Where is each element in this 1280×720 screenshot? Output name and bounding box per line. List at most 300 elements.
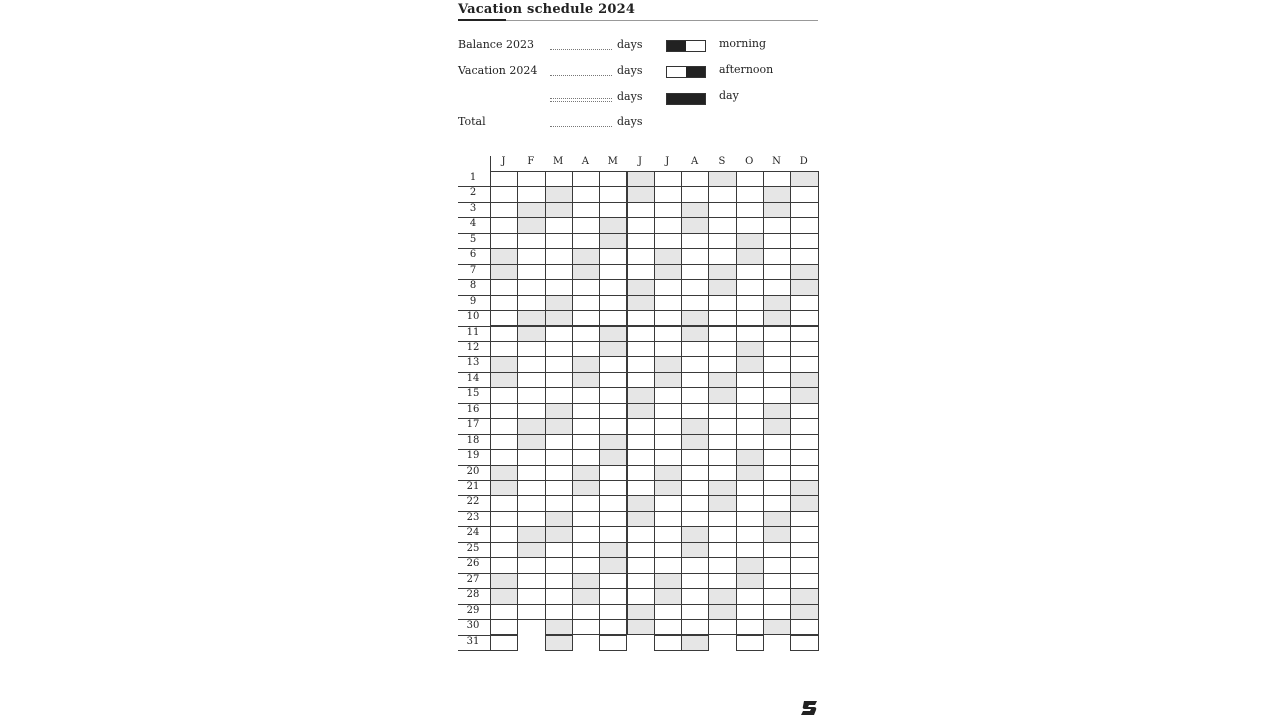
day-cell[interactable]: [708, 264, 736, 280]
day-cell[interactable]: [599, 403, 627, 419]
day-cell[interactable]: [736, 310, 764, 326]
day-cell[interactable]: [572, 233, 600, 249]
day-cell[interactable]: [490, 372, 518, 388]
day-cell[interactable]: [708, 588, 736, 604]
day-cell[interactable]: [599, 542, 627, 558]
day-cell[interactable]: [763, 495, 791, 511]
day-cell[interactable]: [654, 418, 682, 434]
day-cell[interactable]: [490, 573, 518, 589]
day-cell[interactable]: [572, 387, 600, 403]
day-cell[interactable]: [708, 171, 736, 187]
day-cell[interactable]: [517, 171, 545, 187]
day-cell[interactable]: [763, 387, 791, 403]
day-cell[interactable]: [763, 604, 791, 620]
day-cell[interactable]: [681, 264, 709, 280]
day-cell[interactable]: [681, 557, 709, 573]
day-cell[interactable]: [599, 495, 627, 511]
day-cell[interactable]: [790, 326, 818, 342]
day-cell[interactable]: [790, 557, 818, 573]
day-cell[interactable]: [490, 295, 518, 311]
day-cell[interactable]: [654, 495, 682, 511]
day-cell[interactable]: [599, 186, 627, 202]
day-cell[interactable]: [708, 480, 736, 496]
day-cell[interactable]: [572, 341, 600, 357]
day-cell[interactable]: [627, 372, 655, 388]
day-cell[interactable]: [736, 465, 764, 481]
day-cell[interactable]: [736, 573, 764, 589]
day-cell[interactable]: [517, 542, 545, 558]
day-cell[interactable]: [599, 248, 627, 264]
day-cell[interactable]: [681, 217, 709, 233]
day-cell[interactable]: [654, 619, 682, 635]
day-cell[interactable]: [790, 279, 818, 295]
day-cell[interactable]: [572, 217, 600, 233]
day-cell[interactable]: [517, 403, 545, 419]
day-cell[interactable]: [572, 573, 600, 589]
day-cell[interactable]: [681, 542, 709, 558]
day-cell[interactable]: [790, 588, 818, 604]
day-cell[interactable]: [681, 588, 709, 604]
day-cell[interactable]: [572, 279, 600, 295]
day-cell[interactable]: [736, 217, 764, 233]
day-cell[interactable]: [517, 573, 545, 589]
day-cell[interactable]: [545, 495, 573, 511]
day-cell[interactable]: [736, 202, 764, 218]
day-cell[interactable]: [736, 295, 764, 311]
day-cell[interactable]: [708, 465, 736, 481]
day-cell[interactable]: [517, 279, 545, 295]
day-cell[interactable]: [681, 619, 709, 635]
day-cell[interactable]: [627, 557, 655, 573]
day-cell[interactable]: [763, 233, 791, 249]
day-cell[interactable]: [599, 619, 627, 635]
day-cell[interactable]: [545, 526, 573, 542]
day-cell[interactable]: [654, 465, 682, 481]
day-cell[interactable]: [736, 264, 764, 280]
day-cell[interactable]: [790, 635, 818, 651]
day-cell[interactable]: [654, 449, 682, 465]
day-cell[interactable]: [736, 526, 764, 542]
day-cell[interactable]: [627, 279, 655, 295]
day-cell[interactable]: [490, 619, 518, 635]
day-cell[interactable]: [654, 171, 682, 187]
day-cell[interactable]: [490, 264, 518, 280]
day-cell[interactable]: [627, 588, 655, 604]
day-cell[interactable]: [681, 372, 709, 388]
day-cell[interactable]: [654, 248, 682, 264]
day-cell[interactable]: [572, 465, 600, 481]
day-cell[interactable]: [681, 295, 709, 311]
day-cell[interactable]: [517, 434, 545, 450]
day-cell[interactable]: [545, 264, 573, 280]
day-cell[interactable]: [736, 511, 764, 527]
day-cell[interactable]: [708, 403, 736, 419]
day-cell[interactable]: [681, 604, 709, 620]
day-cell[interactable]: [517, 449, 545, 465]
total-field[interactable]: [550, 116, 612, 127]
day-cell[interactable]: [627, 233, 655, 249]
day-cell[interactable]: [572, 619, 600, 635]
day-cell[interactable]: [490, 557, 518, 573]
day-cell[interactable]: [490, 635, 518, 651]
day-cell[interactable]: [490, 356, 518, 372]
day-cell[interactable]: [790, 418, 818, 434]
day-cell[interactable]: [627, 171, 655, 187]
day-cell[interactable]: [572, 588, 600, 604]
day-cell[interactable]: [545, 233, 573, 249]
day-cell[interactable]: [627, 449, 655, 465]
day-cell[interactable]: [572, 372, 600, 388]
day-cell[interactable]: [572, 557, 600, 573]
day-cell[interactable]: [490, 434, 518, 450]
day-cell[interactable]: [790, 233, 818, 249]
day-cell[interactable]: [572, 171, 600, 187]
day-cell[interactable]: [599, 465, 627, 481]
day-cell[interactable]: [654, 542, 682, 558]
day-cell[interactable]: [517, 295, 545, 311]
day-cell[interactable]: [599, 217, 627, 233]
day-cell[interactable]: [572, 202, 600, 218]
day-cell[interactable]: [517, 557, 545, 573]
day-cell[interactable]: [545, 635, 573, 651]
day-cell[interactable]: [708, 495, 736, 511]
day-cell[interactable]: [599, 295, 627, 311]
day-cell[interactable]: [708, 217, 736, 233]
day-cell[interactable]: [708, 526, 736, 542]
day-cell[interactable]: [708, 387, 736, 403]
day-cell[interactable]: [517, 604, 545, 620]
day-cell[interactable]: [545, 434, 573, 450]
day-cell[interactable]: [790, 372, 818, 388]
day-cell[interactable]: [517, 526, 545, 542]
day-cell[interactable]: [517, 356, 545, 372]
day-cell[interactable]: [790, 217, 818, 233]
day-cell[interactable]: [763, 573, 791, 589]
day-cell[interactable]: [490, 202, 518, 218]
day-cell[interactable]: [490, 588, 518, 604]
day-cell[interactable]: [490, 418, 518, 434]
day-cell[interactable]: [708, 619, 736, 635]
day-cell[interactable]: [517, 248, 545, 264]
day-cell[interactable]: [681, 279, 709, 295]
day-cell[interactable]: [572, 434, 600, 450]
day-cell[interactable]: [763, 434, 791, 450]
day-cell[interactable]: [517, 326, 545, 342]
day-cell[interactable]: [736, 171, 764, 187]
day-cell[interactable]: [654, 588, 682, 604]
day-cell[interactable]: [572, 326, 600, 342]
day-cell[interactable]: [545, 511, 573, 527]
day-cell[interactable]: [654, 356, 682, 372]
day-cell[interactable]: [517, 372, 545, 388]
day-cell[interactable]: [599, 326, 627, 342]
day-cell[interactable]: [790, 310, 818, 326]
day-cell[interactable]: [627, 403, 655, 419]
day-cell[interactable]: [790, 573, 818, 589]
day-cell[interactable]: [572, 542, 600, 558]
day-cell[interactable]: [681, 248, 709, 264]
day-cell[interactable]: [736, 248, 764, 264]
day-cell[interactable]: [599, 511, 627, 527]
day-cell[interactable]: [490, 233, 518, 249]
day-cell[interactable]: [627, 619, 655, 635]
day-cell[interactable]: [654, 310, 682, 326]
day-cell[interactable]: [572, 403, 600, 419]
extra-field[interactable]: [550, 88, 612, 99]
day-cell[interactable]: [545, 279, 573, 295]
day-cell[interactable]: [599, 449, 627, 465]
day-cell[interactable]: [599, 434, 627, 450]
day-cell[interactable]: [708, 372, 736, 388]
day-cell[interactable]: [681, 186, 709, 202]
day-cell[interactable]: [763, 588, 791, 604]
day-cell[interactable]: [736, 604, 764, 620]
day-cell[interactable]: [736, 588, 764, 604]
day-cell[interactable]: [790, 264, 818, 280]
day-cell[interactable]: [708, 573, 736, 589]
day-cell[interactable]: [708, 511, 736, 527]
day-cell[interactable]: [654, 233, 682, 249]
day-cell[interactable]: [736, 480, 764, 496]
day-cell[interactable]: [736, 635, 764, 651]
day-cell[interactable]: [736, 403, 764, 419]
day-cell[interactable]: [627, 495, 655, 511]
day-cell[interactable]: [790, 186, 818, 202]
day-cell[interactable]: [545, 186, 573, 202]
day-cell[interactable]: [572, 264, 600, 280]
day-cell[interactable]: [545, 387, 573, 403]
day-cell[interactable]: [654, 372, 682, 388]
day-cell[interactable]: [599, 341, 627, 357]
day-cell[interactable]: [681, 465, 709, 481]
day-cell[interactable]: [627, 186, 655, 202]
day-cell[interactable]: [599, 233, 627, 249]
day-cell[interactable]: [599, 604, 627, 620]
day-cell[interactable]: [790, 434, 818, 450]
day-cell[interactable]: [490, 186, 518, 202]
day-cell[interactable]: [763, 217, 791, 233]
day-cell[interactable]: [490, 480, 518, 496]
day-cell[interactable]: [627, 326, 655, 342]
day-cell[interactable]: [681, 341, 709, 357]
day-cell[interactable]: [545, 248, 573, 264]
day-cell[interactable]: [517, 264, 545, 280]
day-cell[interactable]: [572, 604, 600, 620]
day-cell[interactable]: [736, 233, 764, 249]
day-cell[interactable]: [599, 171, 627, 187]
day-cell[interactable]: [763, 264, 791, 280]
day-cell[interactable]: [490, 465, 518, 481]
day-cell[interactable]: [599, 372, 627, 388]
day-cell[interactable]: [763, 171, 791, 187]
day-cell[interactable]: [517, 202, 545, 218]
day-cell[interactable]: [572, 449, 600, 465]
day-cell[interactable]: [708, 449, 736, 465]
day-cell[interactable]: [627, 418, 655, 434]
day-cell[interactable]: [517, 387, 545, 403]
day-cell[interactable]: [654, 511, 682, 527]
day-cell[interactable]: [763, 186, 791, 202]
day-cell[interactable]: [681, 403, 709, 419]
day-cell[interactable]: [517, 217, 545, 233]
day-cell[interactable]: [763, 465, 791, 481]
day-cell[interactable]: [572, 418, 600, 434]
day-cell[interactable]: [681, 310, 709, 326]
day-cell[interactable]: [708, 542, 736, 558]
day-cell[interactable]: [627, 604, 655, 620]
day-cell[interactable]: [490, 495, 518, 511]
day-cell[interactable]: [572, 295, 600, 311]
day-cell[interactable]: [490, 604, 518, 620]
day-cell[interactable]: [708, 418, 736, 434]
day-cell[interactable]: [627, 341, 655, 357]
day-cell[interactable]: [599, 635, 627, 651]
day-cell[interactable]: [545, 356, 573, 372]
day-cell[interactable]: [490, 326, 518, 342]
day-cell[interactable]: [517, 495, 545, 511]
day-cell[interactable]: [490, 403, 518, 419]
day-cell[interactable]: [627, 434, 655, 450]
day-cell[interactable]: [517, 480, 545, 496]
day-cell[interactable]: [627, 248, 655, 264]
day-cell[interactable]: [681, 573, 709, 589]
day-cell[interactable]: [790, 341, 818, 357]
day-cell[interactable]: [790, 403, 818, 419]
day-cell[interactable]: [654, 295, 682, 311]
day-cell[interactable]: [545, 465, 573, 481]
day-cell[interactable]: [681, 635, 709, 651]
day-cell[interactable]: [681, 434, 709, 450]
day-cell[interactable]: [763, 449, 791, 465]
day-cell[interactable]: [654, 635, 682, 651]
day-cell[interactable]: [790, 526, 818, 542]
day-cell[interactable]: [790, 171, 818, 187]
day-cell[interactable]: [790, 619, 818, 635]
day-cell[interactable]: [627, 573, 655, 589]
day-cell[interactable]: [790, 387, 818, 403]
day-cell[interactable]: [490, 542, 518, 558]
day-cell[interactable]: [490, 511, 518, 527]
day-cell[interactable]: [681, 233, 709, 249]
day-cell[interactable]: [517, 418, 545, 434]
day-cell[interactable]: [490, 387, 518, 403]
day-cell[interactable]: [654, 264, 682, 280]
day-cell[interactable]: [490, 279, 518, 295]
day-cell[interactable]: [736, 186, 764, 202]
day-cell[interactable]: [681, 202, 709, 218]
day-cell[interactable]: [763, 619, 791, 635]
day-cell[interactable]: [545, 480, 573, 496]
day-cell[interactable]: [790, 542, 818, 558]
day-cell[interactable]: [790, 248, 818, 264]
day-cell[interactable]: [708, 202, 736, 218]
day-cell[interactable]: [654, 403, 682, 419]
day-cell[interactable]: [599, 264, 627, 280]
day-cell[interactable]: [736, 495, 764, 511]
day-cell[interactable]: [763, 403, 791, 419]
day-cell[interactable]: [599, 588, 627, 604]
day-cell[interactable]: [517, 511, 545, 527]
day-cell[interactable]: [708, 310, 736, 326]
day-cell[interactable]: [517, 186, 545, 202]
day-cell[interactable]: [572, 248, 600, 264]
day-cell[interactable]: [708, 356, 736, 372]
day-cell[interactable]: [736, 372, 764, 388]
day-cell[interactable]: [790, 449, 818, 465]
day-cell[interactable]: [681, 495, 709, 511]
day-cell[interactable]: [708, 233, 736, 249]
day-cell[interactable]: [545, 295, 573, 311]
day-cell[interactable]: [599, 387, 627, 403]
day-cell[interactable]: [599, 310, 627, 326]
day-cell[interactable]: [763, 341, 791, 357]
day-cell[interactable]: [708, 295, 736, 311]
day-cell[interactable]: [736, 542, 764, 558]
day-cell[interactable]: [790, 604, 818, 620]
day-cell[interactable]: [681, 326, 709, 342]
day-cell[interactable]: [599, 526, 627, 542]
day-cell[interactable]: [763, 418, 791, 434]
day-cell[interactable]: [681, 511, 709, 527]
day-cell[interactable]: [517, 310, 545, 326]
day-cell[interactable]: [545, 310, 573, 326]
day-cell[interactable]: [572, 495, 600, 511]
day-cell[interactable]: [790, 495, 818, 511]
vacation-field[interactable]: [550, 65, 612, 76]
day-cell[interactable]: [654, 279, 682, 295]
day-cell[interactable]: [627, 511, 655, 527]
day-cell[interactable]: [627, 387, 655, 403]
day-cell[interactable]: [490, 449, 518, 465]
day-cell[interactable]: [572, 511, 600, 527]
day-cell[interactable]: [763, 248, 791, 264]
day-cell[interactable]: [736, 387, 764, 403]
day-cell[interactable]: [790, 480, 818, 496]
day-cell[interactable]: [572, 310, 600, 326]
day-cell[interactable]: [599, 480, 627, 496]
day-cell[interactable]: [736, 356, 764, 372]
day-cell[interactable]: [545, 326, 573, 342]
day-cell[interactable]: [654, 526, 682, 542]
day-cell[interactable]: [763, 557, 791, 573]
day-cell[interactable]: [681, 387, 709, 403]
day-cell[interactable]: [545, 573, 573, 589]
day-cell[interactable]: [545, 449, 573, 465]
day-cell[interactable]: [572, 186, 600, 202]
day-cell[interactable]: [736, 619, 764, 635]
day-cell[interactable]: [763, 542, 791, 558]
day-cell[interactable]: [736, 557, 764, 573]
day-cell[interactable]: [545, 217, 573, 233]
day-cell[interactable]: [763, 279, 791, 295]
day-cell[interactable]: [654, 573, 682, 589]
day-cell[interactable]: [627, 310, 655, 326]
day-cell[interactable]: [763, 372, 791, 388]
day-cell[interactable]: [627, 264, 655, 280]
day-cell[interactable]: [763, 511, 791, 527]
day-cell[interactable]: [681, 171, 709, 187]
day-cell[interactable]: [545, 557, 573, 573]
day-cell[interactable]: [599, 418, 627, 434]
day-cell[interactable]: [490, 248, 518, 264]
day-cell[interactable]: [545, 542, 573, 558]
day-cell[interactable]: [708, 186, 736, 202]
day-cell[interactable]: [545, 372, 573, 388]
day-cell[interactable]: [627, 480, 655, 496]
day-cell[interactable]: [545, 341, 573, 357]
day-cell[interactable]: [490, 341, 518, 357]
day-cell[interactable]: [654, 434, 682, 450]
